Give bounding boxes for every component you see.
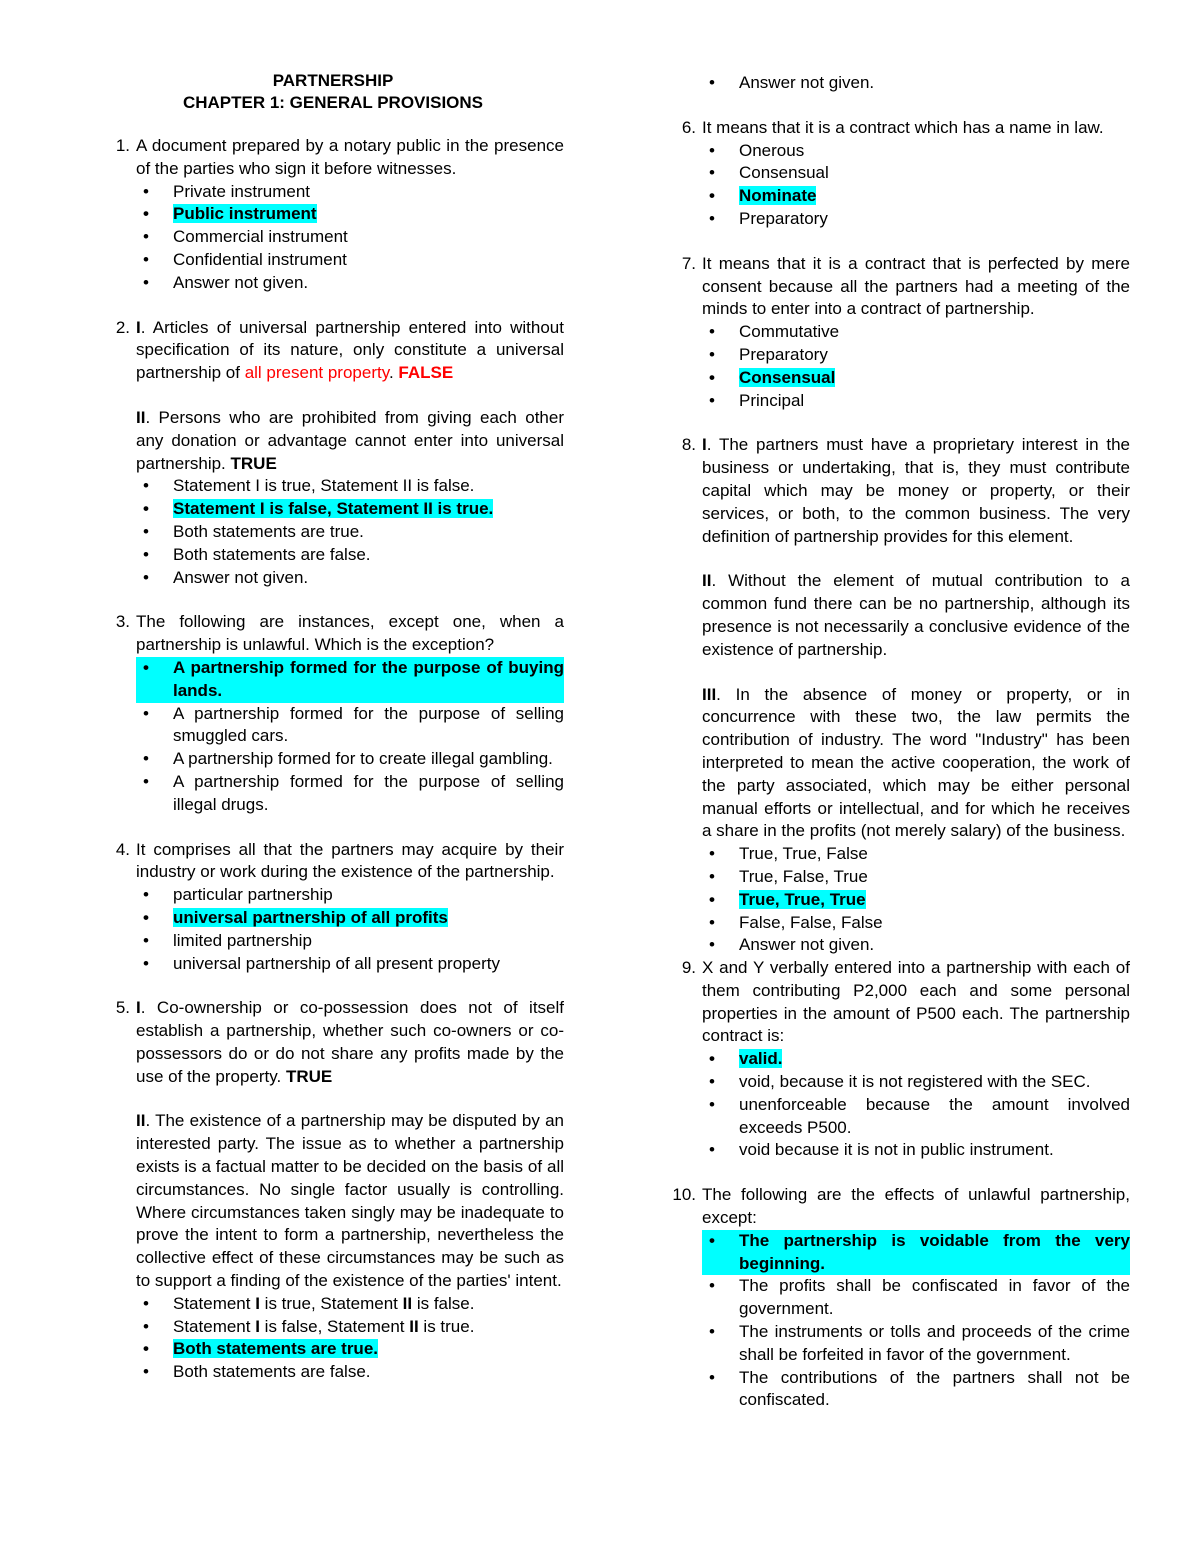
option: • Consensual bbox=[702, 162, 1130, 185]
question-number: 10. bbox=[672, 1185, 696, 1205]
statement-1: I. Co-ownership or co-possession does not of itself establish a partnership, whether such co-owners or co- possessors do or do not share any profits made by the use of the property. TRUE bbox=[136, 998, 564, 1086]
bullet-icon: • bbox=[143, 1293, 149, 1313]
bullet-icon: • bbox=[143, 1339, 149, 1359]
bullet-icon: • bbox=[143, 1316, 149, 1336]
question-7 bbox=[668, 253, 1130, 413]
option-list bbox=[136, 181, 564, 295]
statement-2: II. Persons who are prohibited from giving each other any donation or advantage cannot enter into universal partnership. TRUE bbox=[136, 407, 564, 473]
bullet-icon: • bbox=[143, 749, 149, 769]
bullet-icon: • bbox=[709, 889, 715, 909]
question-8 bbox=[668, 434, 1130, 957]
option-correct: • The partnership is voidable from the very beginning. bbox=[702, 1230, 1130, 1276]
option-list bbox=[702, 321, 1130, 412]
question-number: 8. bbox=[681, 435, 696, 455]
option: • Confidential instrument bbox=[136, 249, 564, 272]
option: • universal partnership of all present property bbox=[136, 953, 564, 976]
bullet-icon: • bbox=[143, 1362, 149, 1382]
option: • Both statements are true. bbox=[136, 521, 564, 544]
option: • Answer not given. bbox=[702, 934, 1130, 957]
bullet-icon: • bbox=[143, 272, 149, 292]
bullet-icon: • bbox=[709, 367, 715, 387]
option-correct: • True, True, True bbox=[702, 889, 1130, 912]
option-list bbox=[136, 1293, 564, 1384]
question-number: 1. bbox=[115, 136, 130, 155]
option-list bbox=[702, 843, 1130, 957]
option-correct: • Statement I is false, Statement II is true. bbox=[136, 498, 564, 521]
option-list bbox=[702, 1230, 1130, 1412]
bullet-icon: • bbox=[709, 163, 715, 183]
statement-3: III. In the absence of money or property, or in concurrence with these two, the law permits the contribution of industry. The word "Industry" has been interpreted to mean the active cooperation, the work of the party associated, which may be either personal manual efforts or intellectual, and for which he receives a share in the profits (not merely salary) of the business. bbox=[702, 684, 1130, 841]
bullet-icon: • bbox=[143, 249, 149, 269]
bullet-icon: • bbox=[709, 935, 715, 955]
question-2 bbox=[102, 317, 564, 590]
bullet-icon: • bbox=[709, 1049, 715, 1069]
option-correct: • Public instrument bbox=[136, 203, 564, 226]
option-correct: • valid. bbox=[702, 1048, 1130, 1071]
bullet-icon: • bbox=[709, 844, 715, 864]
option: • Both statements are false. bbox=[136, 1361, 564, 1384]
bullet-icon: • bbox=[143, 544, 149, 564]
option: • Statement I is true, Statement II is false. bbox=[136, 1293, 564, 1316]
document-title: PARTNERSHIP bbox=[272, 71, 394, 90]
bullet-icon: • bbox=[143, 521, 149, 541]
bullet-icon: • bbox=[709, 1322, 715, 1342]
right-column bbox=[668, 72, 1130, 1412]
option: • Answer not given. bbox=[136, 567, 564, 590]
bullet-icon: • bbox=[143, 930, 149, 950]
option: • void, because it is not registered with the SEC. bbox=[702, 1071, 1130, 1094]
bullet-icon: • bbox=[709, 344, 715, 364]
question-number: 3. bbox=[115, 612, 130, 632]
question-number: 5. bbox=[115, 998, 130, 1018]
question-text: It means that it is a contract that is perfected by mere consent because all the partners had a meeting of the minds to enter into a contract of partnership. bbox=[702, 253, 1130, 319]
bullet-icon: • bbox=[709, 1094, 715, 1114]
option: • The profits shall be confiscated in favor of the government. bbox=[709, 1276, 1130, 1319]
bullet-icon: • bbox=[143, 476, 149, 496]
option-list bbox=[136, 657, 564, 817]
option: • Statement I is false, Statement II is true. bbox=[136, 1316, 564, 1339]
option: • True, True, False bbox=[702, 843, 1130, 866]
question-number: 7. bbox=[681, 253, 696, 273]
option: • False, False, False bbox=[702, 912, 1130, 935]
question-text: X and Y verbally entered into a partnership with each of them contributing P2,000 each and some personal properties in the amount of P500 each. The partnership contract is: bbox=[702, 958, 1130, 1046]
bullet-icon: • bbox=[143, 499, 149, 519]
question-3 bbox=[102, 611, 564, 816]
bullet-icon: • bbox=[709, 866, 715, 886]
bullet-icon: • bbox=[709, 1230, 715, 1250]
option: • True, False, True bbox=[702, 866, 1130, 889]
option: • unenforceable because the amount involved exceeds P500. bbox=[709, 1094, 1130, 1137]
question-4 bbox=[102, 839, 564, 976]
question-number: 9. bbox=[681, 958, 696, 978]
option: • Preparatory bbox=[702, 344, 1130, 367]
option-correct: • Consensual bbox=[702, 367, 1130, 390]
chapter-heading: CHAPTER 1: GENERAL PROVISIONS bbox=[182, 92, 484, 112]
option-correct: • universal partnership of all profits bbox=[136, 907, 564, 930]
option: • Answer not given. bbox=[136, 272, 564, 295]
question-number: 6. bbox=[681, 117, 696, 137]
bullet-icon: • bbox=[143, 907, 149, 927]
option-list bbox=[702, 1048, 1130, 1162]
option-list bbox=[702, 140, 1130, 231]
bullet-icon: • bbox=[143, 885, 149, 905]
bullet-icon: • bbox=[143, 953, 149, 973]
option-correct: • Both statements are true. bbox=[136, 1338, 564, 1361]
bullet-icon: • bbox=[709, 1072, 715, 1092]
bullet-icon: • bbox=[143, 204, 149, 224]
bullet-icon: • bbox=[709, 912, 715, 932]
option-list bbox=[136, 475, 564, 589]
option-correct: • Nominate bbox=[702, 185, 1130, 208]
question-text: It comprises all that the partners may acquire by their industry or work during the existence of the partnership. bbox=[136, 839, 564, 882]
bullet-icon: • bbox=[709, 208, 715, 228]
statement-2: II. The existence of a partnership may be disputed by an interested party. The issue as to whether a partnership exists is a factual matter to be decided on the basis of all circumstances. No single factor usually is controlling. Where circumstances taken singly may be inadequate to prove the intent to form a partnership, nevertheless the collective effect of these circumstances may be such as to support a finding of the existence of the parties' intent. bbox=[136, 1111, 564, 1291]
bullet-icon: • bbox=[143, 657, 149, 677]
question-6 bbox=[668, 117, 1130, 231]
answer-false: FALSE bbox=[398, 363, 454, 383]
bullet-icon: • bbox=[709, 1367, 715, 1387]
bullet-icon: • bbox=[143, 703, 149, 723]
question-10 bbox=[668, 1184, 1130, 1412]
question-9 bbox=[668, 957, 1130, 1162]
bullet-icon: • bbox=[143, 567, 149, 587]
option: • Private instrument bbox=[136, 181, 564, 204]
option: • The instruments or tolls and proceeds of the crime shall be forfeited in favor of the government. bbox=[709, 1322, 1130, 1364]
question-5 bbox=[102, 997, 564, 1384]
bullet-icon: • bbox=[709, 140, 715, 160]
option: • A partnership formed for the purpose of selling smuggled cars. bbox=[143, 703, 564, 746]
option: • particular partnership bbox=[136, 884, 564, 907]
option: • The contributions of the partners shall not be confiscated. bbox=[709, 1367, 1130, 1410]
option: • Principal bbox=[702, 390, 1130, 413]
left-column bbox=[102, 70, 564, 1384]
bullet-icon: • bbox=[143, 227, 149, 247]
bullet-icon: • bbox=[709, 186, 715, 206]
bullet-icon: • bbox=[709, 73, 715, 92]
option: • Preparatory bbox=[702, 208, 1130, 231]
statement-1: I. Articles of universal partnership entered into without specification of its nature, only constitute a universal partnership of all present property. FALSE bbox=[136, 317, 564, 383]
bullet-icon: • bbox=[143, 181, 149, 201]
question-number: 2. bbox=[115, 317, 130, 337]
option: • Both statements are false. bbox=[136, 544, 564, 567]
option: • A partnership formed for the purpose of selling illegal drugs. bbox=[143, 771, 564, 814]
statement-2: II. Without the element of mutual contribution to a common fund there can be no partnership, although its presence is not necessarily a conclusive evidence of the existence of partnership. bbox=[702, 571, 1130, 659]
option: • limited partnership bbox=[136, 930, 564, 953]
option: • void because it is not in public instrument. bbox=[702, 1139, 1130, 1162]
question-number: 4. bbox=[115, 839, 130, 859]
bullet-icon: • bbox=[709, 390, 715, 410]
question-text: It means that it is a contract which has a name in law. bbox=[702, 117, 1104, 137]
option: • Onerous bbox=[702, 140, 1130, 163]
question-1 bbox=[102, 135, 564, 295]
option: • Commutative bbox=[702, 321, 1130, 344]
question-text: The following are the effects of unlawful partnership, except: bbox=[702, 1185, 1130, 1228]
answer-true: TRUE bbox=[230, 453, 277, 473]
bullet-icon: • bbox=[709, 322, 715, 342]
option: • A partnership formed for to create illegal gambling. bbox=[136, 748, 564, 771]
bullet-icon: • bbox=[709, 1140, 715, 1160]
option-correct: • A partnership formed for the purpose of buying lands. bbox=[136, 657, 564, 703]
option: • Statement I is true, Statement II is false. bbox=[136, 475, 564, 498]
option: • Answer not given. bbox=[702, 72, 1130, 95]
answer-true: TRUE bbox=[285, 1066, 333, 1086]
option-list bbox=[136, 884, 564, 975]
question-text: The following are instances, except one, when a partnership is unlawful. Which is the exception? bbox=[136, 612, 564, 655]
statement-1: I. The partners must have a proprietary interest in the business or undertaking, that is, they must contribute capital which may be money or property, or their services, or both, to the common business. The very definition of partnership provides for this element. bbox=[702, 435, 1130, 546]
bullet-icon: • bbox=[709, 1276, 715, 1296]
question-text: A document prepared by a notary public in the presence of the parties who sign it before witnesses. bbox=[136, 136, 564, 178]
question-5-continued bbox=[668, 72, 1130, 95]
option-list bbox=[702, 72, 1130, 95]
bullet-icon: • bbox=[143, 771, 149, 791]
option: • Commercial instrument bbox=[136, 226, 564, 249]
